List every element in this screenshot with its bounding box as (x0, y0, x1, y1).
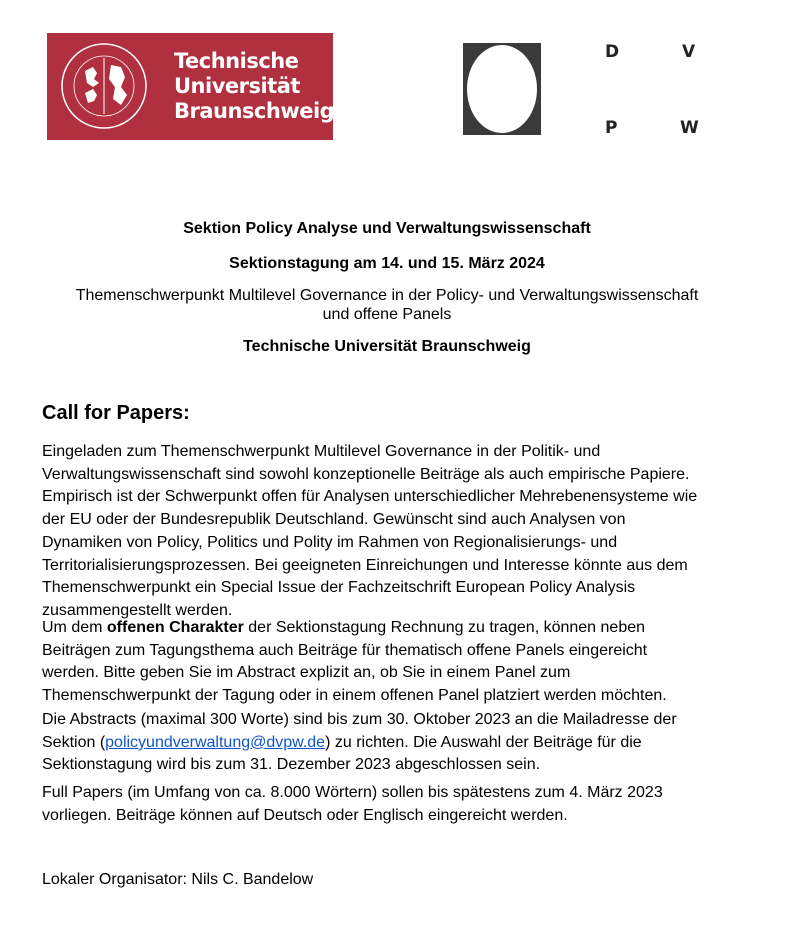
tu-braunschweig-logo (47, 33, 333, 140)
text-line: Beiträgen zum Tagungsthema auch Beiträge für thematisch offene Panels eingereicht (42, 641, 648, 659)
text-line: Themenschwerpunkt der Tagung oder in einem offenen Panel platziert werden möchten. (42, 687, 667, 705)
text-line: Die Abstracts (maximal 300 Worte) sind bis zum 30. Oktober 2023 an die Mailadresse der (42, 711, 677, 728)
logo-line: Universität (174, 74, 300, 98)
paragraph-full-papers (42, 782, 663, 827)
university-seal-icon (59, 41, 149, 131)
email-link[interactable]: policyundverwaltung@dvpw.de (105, 733, 326, 751)
cfp-title: Call for Papers: (42, 402, 190, 424)
university-heading: Technische Universität Braunschweig (243, 338, 531, 355)
paragraph-open-panels (42, 617, 667, 708)
section-heading: Sektion Policy Analyse und Verwaltungswissenschaft (183, 220, 591, 237)
text-segment: Sektion ( (42, 733, 106, 751)
text-line: Eingeladen zum Themenschwerpunkt Multilevel Governance in der Politik- und (42, 443, 601, 460)
text-line: Territorialisierungsprozessen. Bei geeigneten Einreichungen und Interesse könnte aus dem (42, 556, 688, 574)
dvpw-logo-mark (463, 43, 541, 135)
dvpw-letter: D (605, 42, 620, 62)
dvpw-letter: W (680, 118, 699, 138)
text-line: Full Papers (im Umfang von ca. 8.000 Wörtern) sollen bis spätestens zum 4. März 2023 (42, 784, 663, 801)
organizer-line: Lokaler Organisator: Nils C. Bandelow (42, 871, 314, 888)
text-line: der EU oder der Bundesrepublik Deutschland. Gewünscht sind auch Analysen von (42, 511, 626, 529)
text-line: Verwaltungswissenschaft sind sowohl konzeptionelle Beiträge als auch empirische Papiere. (42, 465, 690, 483)
text-segment: der Sektionstagung Rechnung zu tragen, können neben (243, 619, 646, 636)
tu-wordmark (174, 49, 334, 124)
text-line: vorliegen. Beiträge können auf Deutsch oder Englisch eingereicht werden. (42, 806, 568, 824)
logo-line: Braunschweig (174, 99, 335, 123)
theme-line: Themenschwerpunkt Multilevel Governance in der Policy- und Verwaltungswissenschaft (75, 287, 699, 304)
text-segment: ) zu richten. Die Auswahl der Beiträge für die (325, 733, 642, 751)
emphasis-text: offenen Charakter (106, 619, 244, 636)
text-line: Dynamiken von Policy, Politics und Polity im Rahmen von Regionalisierungs- und (42, 533, 618, 551)
meeting-heading: Sektionstagung am 14. und 15. März 2024 (229, 255, 545, 272)
theme-line: und offene Panels (322, 306, 452, 323)
logo-line: Technische (174, 49, 299, 73)
text-line: Sektionstagung wird bis zum 31. Dezember 2023 abgeschlossen sein. (42, 756, 541, 774)
text-line: zusammengestellt werden. (42, 601, 233, 619)
paragraph-abstracts (42, 709, 677, 777)
text-line (42, 617, 667, 640)
text-line: Empirisch ist der Schwerpunkt offen für Analysen unterschiedlicher Mehrebenensysteme wie (42, 488, 698, 506)
paragraph-theme (42, 441, 697, 623)
dvpw-letter: P (605, 118, 618, 138)
text-line (42, 732, 677, 755)
text-segment: Um dem (42, 619, 107, 636)
text-line: werden. Bitte geben Sie im Abstract explizit an, ob Sie in einem Panel zum (42, 664, 571, 682)
dvpw-letter: V (682, 42, 696, 62)
text-line: Themenschwerpunkt ein Special Issue der Fachzeitschrift European Policy Analysis (42, 579, 636, 597)
